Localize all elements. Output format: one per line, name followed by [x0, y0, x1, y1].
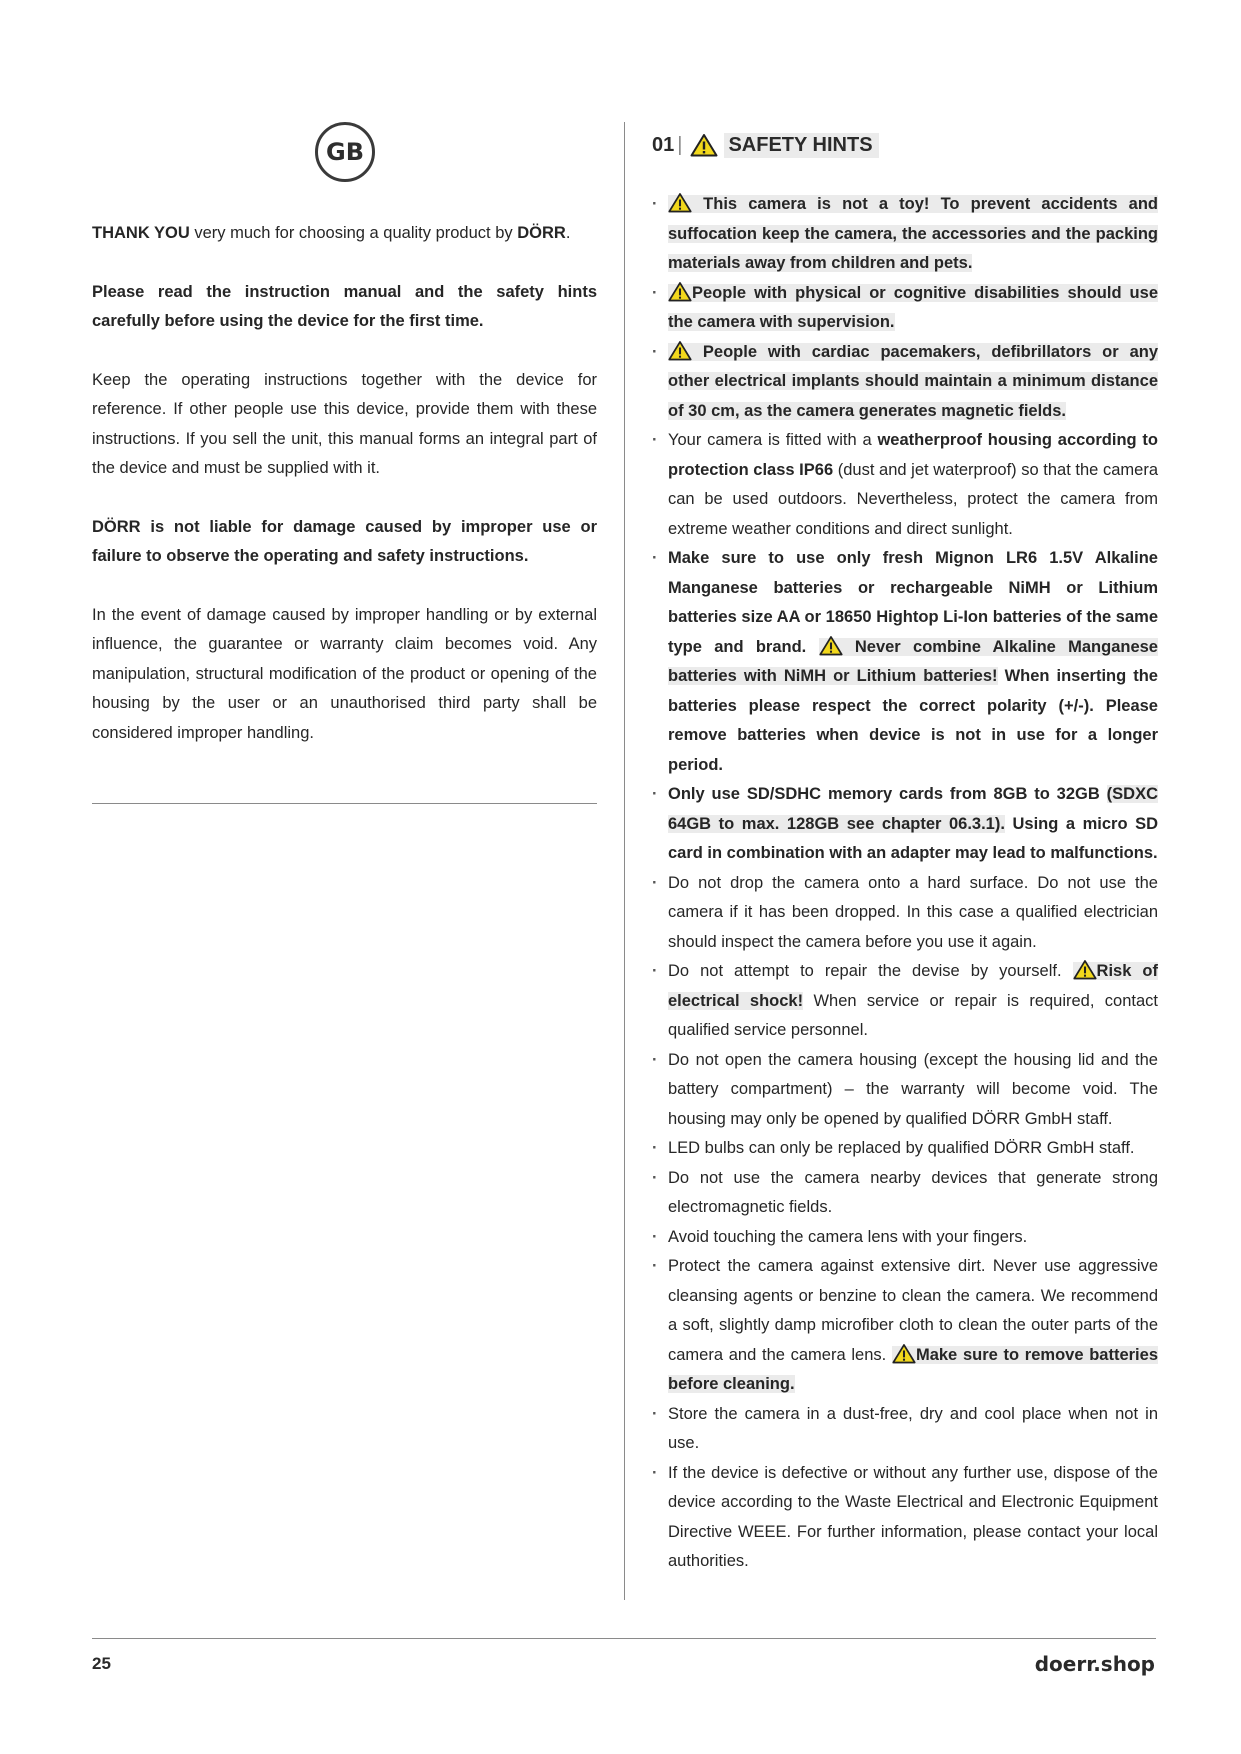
list-item: · Protect the camera against extensive dirt. Never use aggressive cleansing agents or benzine to clean the camera. We recommend a soft, slightly damp microfiber cloth to clean the outer parts of the camera and the camera lens. Make sure to remove batteries before cleaning. — [652, 1252, 1158, 1400]
list-item: · Do not use the camera nearby devices that generate strong electromagnetic fields. — [652, 1164, 1158, 1223]
language-badge: GB — [315, 122, 375, 182]
page-number: 25 — [92, 1654, 111, 1673]
warning-icon — [892, 1343, 916, 1364]
warning-icon — [1073, 959, 1097, 980]
keep-instructions-paragraph: Keep the operating instructions together with the device for reference. If other people use this device, provide them with these instructions. If you sell the unit, this manual forms an integral part of the device and must be supplied with it. — [92, 370, 597, 477]
warning-icon — [690, 133, 718, 157]
read-manual-paragraph: Please read the instruction manual and the safety hints carefully before using the device for the first time. — [92, 282, 597, 330]
footer-divider — [92, 1638, 1156, 1639]
warning-icon — [668, 340, 692, 361]
safety-hints-list — [652, 190, 1158, 1577]
section-title: SAFETY HINTS — [724, 133, 878, 158]
intro-column — [92, 219, 597, 748]
list-item: · Do not drop the camera onto a hard surface. Do not use the camera if it has been dropped. In this case a qualified electrician should inspect the camera before you use it again. — [652, 869, 1158, 958]
list-item: · Only use SD/SDHC memory cards from 8GB to 32GB (SDXC 64GB to max. 128GB see chapter 06.3.1). Using a micro SD card in combination with an adapter may lead to malfunctions. — [652, 780, 1158, 869]
warranty-void-paragraph: In the event of damage caused by improper handling or by external influence, the guarantee or warranty claim becomes void. Any manipulation, structural modification of the product or opening of the housing by the user or an unauthorised third party shall be considered improper handling. — [92, 605, 597, 742]
warning-icon — [668, 192, 692, 213]
warning-icon — [819, 635, 843, 656]
website-label: doerr.shop — [1034, 1652, 1155, 1676]
section-heading — [652, 130, 879, 160]
list-item: · Do not attempt to repair the devise by yourself. Risk of electrical shock! When service or repair is required, contact qualified service personnel. — [652, 957, 1158, 1046]
list-item: · Store the camera in a dust-free, dry and cool place when not in use. — [652, 1400, 1158, 1459]
list-item: · LED bulbs can only be replaced by qualified DÖRR GmbH staff. — [652, 1134, 1158, 1164]
left-divider — [92, 803, 597, 804]
list-item: · Do not open the camera housing (except the housing lid and the battery compartment) – the warranty will become void. The housing may only be opened by qualified DÖRR GmbH staff. — [652, 1046, 1158, 1135]
list-item: · Make sure to use only fresh Mignon LR6 1.5V Alkaline Manganese batteries or rechargeable NiMH or Lithium batteries size AA or 18650 Hightop Li-Ion batteries of the same type and brand. Never combine Alkaline Manganese batteries with NiMH or Lithium batteries! When inserting the batteries please respect the correct polarity (+/-). Please remove batteries when device is not in use for a longer period. — [652, 544, 1158, 780]
list-item: · If the device is defective or without any further use, dispose of the device according to the Waste Electrical and Electronic Equipment Directive WEEE. For further information, please contact your local authorities. — [652, 1459, 1158, 1577]
section-number: 01 — [652, 133, 675, 156]
thank-you-paragraph: THANK YOU very much for choosing a quality product by DÖRR. — [92, 224, 571, 242]
column-divider — [624, 122, 625, 1600]
warning-icon — [668, 281, 692, 302]
liability-paragraph: DÖRR is not liable for damage caused by improper use or failure to observe the operating and safety instructions. — [92, 517, 597, 565]
list-item: · Avoid touching the camera lens with your fingers. — [652, 1223, 1158, 1253]
list-item: · People with physical or cognitive disabilities should use the camera with supervision. — [652, 279, 1158, 338]
list-item: · This camera is not a toy! To prevent accidents and suffocation keep the camera, the accessories and the packing materials away from children and pets. — [652, 190, 1158, 279]
list-item: · Your camera is fitted with a weatherproof housing according to protection class IP66 (dust and jet waterproof) so that the camera can be used outdoors. Nevertheless, protect the camera from extreme weather conditions and direct sunlight. — [652, 426, 1158, 544]
section-pipe: | — [677, 133, 683, 156]
list-item: · People with cardiac pacemakers, defibrillators or any other electrical implants should maintain a minimum distance of 30 cm, as the camera generates magnetic fields. — [652, 338, 1158, 427]
